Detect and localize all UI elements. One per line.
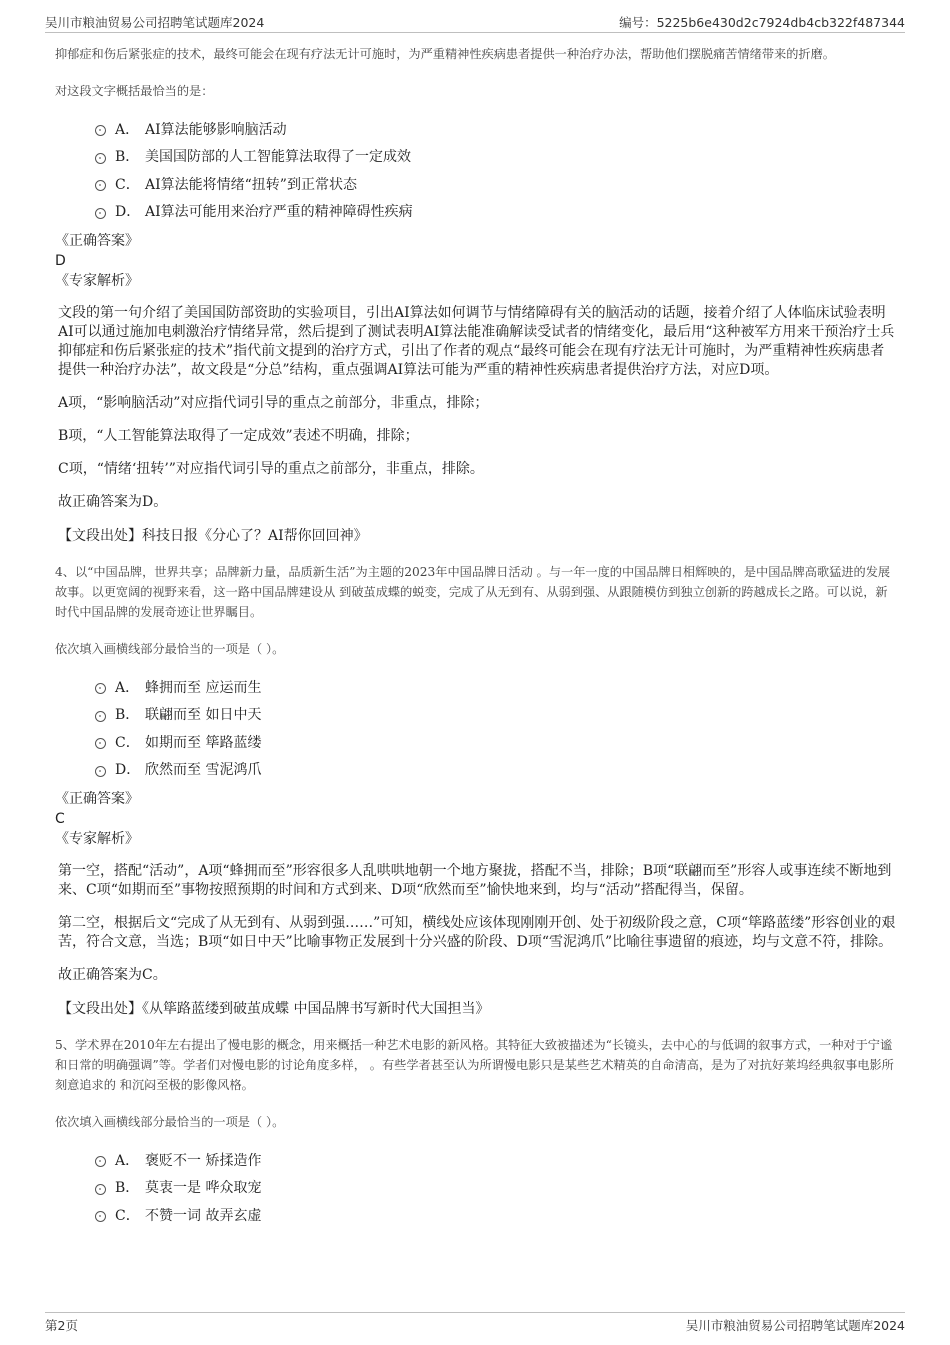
question-4-text: 4、以“中国品牌，世界共享；品牌新力量，品质新生活”为主题的2023年中国品牌日活动 。与一年一度的中国品牌日相辉映的，是中国品牌高歌猛进的发展故事。以更宽阔的视野来看，这一路中国品牌建设从 到破茧成蝶的蜕变，完成了从无到有、从弱到强、从跟随模仿到独立创新的跨越成长之路。可以说，新时代中国品牌的发展奇迹让世界瞩目。 xyxy=(55,565,891,619)
analysis-paragraph: 故正确答案为D。 xyxy=(58,494,168,510)
answer-label: 《正确答案》 xyxy=(55,233,139,249)
radio-icon[interactable] xyxy=(95,125,106,136)
question-4-prompt: 依次填入画横线部分最恰当的一项是（ ）。 xyxy=(55,642,285,656)
option-a[interactable]: A． AI算法能够影响脑活动 xyxy=(95,115,898,143)
question-5-prompt: 依次填入画横线部分最恰当的一项是（ ）。 xyxy=(55,1115,285,1129)
source-citation: 【文段出处】《从筚路蓝缕到破茧成蝶 中国品牌书写新时代大国担当》 xyxy=(58,1001,490,1017)
page-content xyxy=(55,44,898,1229)
question-3-options xyxy=(95,115,898,225)
radio-icon[interactable] xyxy=(95,683,106,694)
analysis-label: 《专家解析》 xyxy=(55,831,139,847)
question-3-prompt: 对这段文字概括最恰当的是： xyxy=(55,84,214,98)
option-d[interactable]: D． AI算法可能用来治疗严重的精神障碍性疾病 xyxy=(95,198,898,226)
header-doc-number: 编号：5225b6e430d2c7924db4cb322f487344 xyxy=(619,15,905,30)
analysis-paragraph: 第二空，根据后文“完成了从无到有、从弱到强……”可知，横线处应该体现刚刚开创、处于初级阶段之意，C项“筚路蓝缕”形容创业的艰苦，符合文意，当选；B项“如日中天”比喻事物正发展到十分兴盛的阶段、D项“雪泥鸿爪”比喻往事遗留的痕迹，均与文意不符，排除。 xyxy=(58,915,896,950)
question-4-options xyxy=(95,673,898,783)
option-c[interactable]: C． 不赞一词 故弄玄虚 xyxy=(95,1201,898,1229)
analysis-paragraph: 文段的第一句介绍了美国国防部资助的实验项目，引出AI算法如何调节与情绪障碍有关的脑活动的话题，接着介绍了人体临床试验表明AI可以通过施加电刺激治疗情绪异常，然后提到了测试表明AI算法能准确解读受试者的情绪变化，最后用“这种被军方用来干预治疗士兵抑郁症和伤后紧张症的技术”指代前文提到的治疗方式，引出了作者的观点“最终可能会在现有疗法无计可施时，为严重精神性疾病患者提供一种治疗办法”，故文段是“分总”结构，重点强调AI算法可能为严重的精神性疾病患者提供治疗方法，对应D项。 xyxy=(58,305,895,378)
header-title: 吴川市粮油贸易公司招聘笔试题库2024 xyxy=(45,15,265,30)
option-c[interactable]: C． 如期而至 筚路蓝缕 xyxy=(95,728,898,756)
analysis-paragraph: 故正确答案为C。 xyxy=(58,967,167,983)
radio-icon[interactable] xyxy=(95,1184,106,1195)
radio-icon[interactable] xyxy=(95,711,106,722)
radio-icon[interactable] xyxy=(95,1156,106,1167)
page-footer xyxy=(45,1312,905,1335)
analysis-label: 《专家解析》 xyxy=(55,273,139,289)
answer-value: D xyxy=(55,253,66,269)
question-5-text: 5、学术界在2010年左右提出了慢电影的概念，用来概括一种艺术电影的新风格。其特征大致被描述为“长镜头，去中心的与低调的叙事方式，一种对于宁谧和日常的明确强调”等。学者们对慢电影的讨论角度多样， 。有些学者甚至认为所谓慢电影只是某些艺术精英的自命清高，是为了对抗好莱坞经典叙事电影所刻意追求的 和沉闷至极的影像风格。 xyxy=(55,1038,894,1092)
source-citation: 【文段出处】科技日报《分心了？AI帮你回回神》 xyxy=(58,528,368,544)
radio-icon[interactable] xyxy=(95,180,106,191)
analysis-paragraph: B项，“人工智能算法取得了一定成效”表述不明确，排除； xyxy=(58,428,419,444)
option-a[interactable]: A． 褒贬不一 矫揉造作 xyxy=(95,1146,898,1174)
radio-icon[interactable] xyxy=(95,766,106,777)
option-c[interactable]: C． AI算法能将情绪“扭转”到正常状态 xyxy=(95,170,898,198)
radio-icon[interactable] xyxy=(95,738,106,749)
answer-value: C xyxy=(55,811,65,827)
analysis-paragraph: C项，“情绪‘扭转’”对应指代词引导的重点之前部分，非重点，排除。 xyxy=(58,461,484,477)
analysis-paragraph: 第一空，搭配“活动”，A项“蜂拥而至”形容很多人乱哄哄地朝一个地方聚拢，搭配不当，排除；B项“联翩而至”形容人或事连续不断地到来、C项“如期而至”事物按照预期的时间和方式到来、D项“欣然而至”愉快地来到，均与“活动”搭配得当，保留。 xyxy=(58,863,892,898)
option-b[interactable]: B． 联翩而至 如日中天 xyxy=(95,701,898,729)
option-b[interactable]: B． 莫衷一是 哗众取宠 xyxy=(95,1174,898,1202)
footer-title: 吴川市粮油贸易公司招聘笔试题库2024 xyxy=(685,1318,905,1333)
analysis-paragraph: A项，“影响脑活动”对应指代词引导的重点之前部分，非重点，排除； xyxy=(58,395,489,411)
page-number: 第2页 xyxy=(45,1318,78,1333)
option-a[interactable]: A． 蜂拥而至 应运而生 xyxy=(95,673,898,701)
radio-icon[interactable] xyxy=(95,1211,106,1222)
radio-icon[interactable] xyxy=(95,153,106,164)
question-3-text: 抑郁症和伤后紧张症的技术，最终可能会在现有疗法无计可施时，为严重精神性疾病患者提供一种治疗办法，帮助他们摆脱痛苦情绪带来的折磨。 xyxy=(55,47,835,61)
option-b[interactable]: B． 美国国防部的人工智能算法取得了一定成效 xyxy=(95,143,898,171)
page-header xyxy=(45,10,905,33)
radio-icon[interactable] xyxy=(95,208,106,219)
answer-label: 《正确答案》 xyxy=(55,791,139,807)
question-5-options xyxy=(95,1146,898,1229)
option-d[interactable]: D． 欣然而至 雪泥鸿爪 xyxy=(95,756,898,784)
